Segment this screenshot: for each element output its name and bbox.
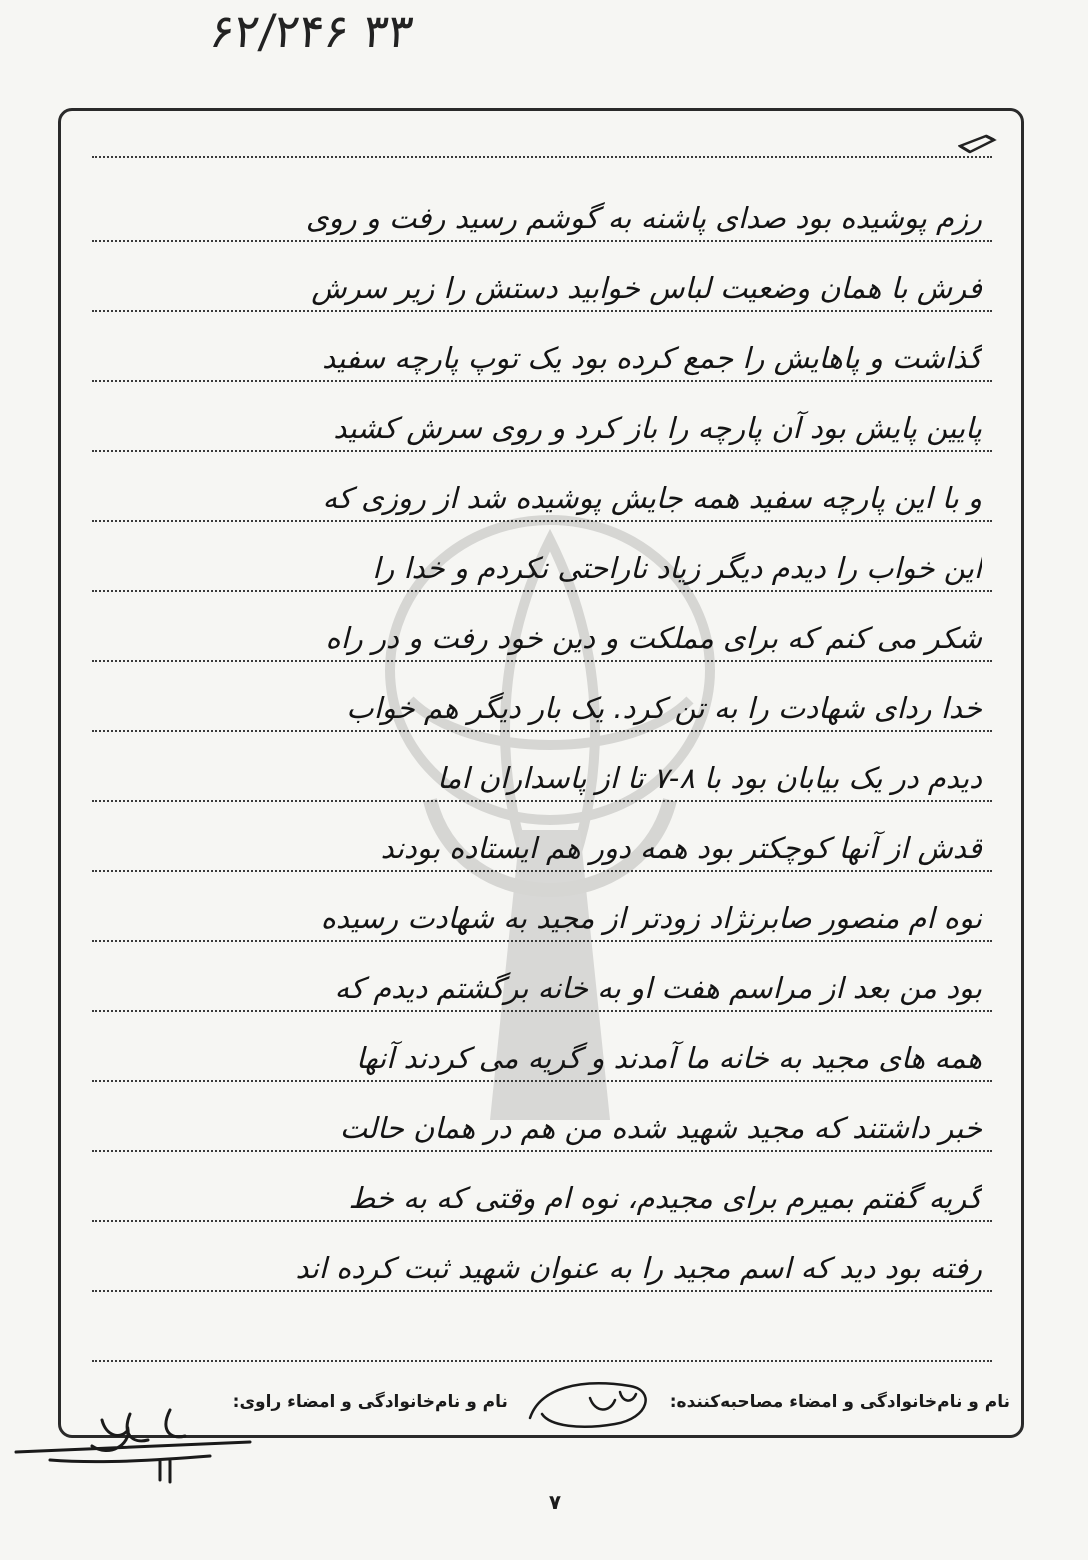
line-text: بود من بعد از مراسم هفت او به خانه برگشتم دیدم که (334, 971, 982, 1005)
interviewer-signature-icon (520, 1368, 660, 1448)
handwritten-line (92, 330, 992, 382)
line-text: رفته بود دید که اسم مجید را به عنوان شهید ثبت کرده اند (295, 1251, 982, 1285)
handwritten-line (92, 680, 992, 732)
handwritten-line (92, 1240, 992, 1292)
handwritten-line (92, 540, 992, 592)
handwritten-line (92, 1170, 992, 1222)
line-text: گریه گفتم بمیرم برای مجیدم، نوه ام وقتی که به خط (348, 1181, 982, 1215)
line-text: پایین پایش بود آن پارچه را باز کرد و روی سرش کشید (333, 411, 982, 445)
handwritten-line (92, 960, 992, 1012)
interviewer-label: نام و نام‌خانوادگی و امضاء مصاحبه‌کننده: (669, 1392, 1010, 1412)
line-text: همه های مجید به خانه ما آمدند و گریه می کردند آنها (355, 1041, 982, 1075)
handwritten-line (92, 470, 992, 522)
line-text: خدا ردای شهادت را به تن کرد. یک بار دیگر هم خواب (346, 691, 982, 725)
line-text: این خواب را دیدم دیگر زیاد ناراحتی نکردم و خدا را (372, 551, 982, 585)
line-text: خبر داشتند که مجید شهید شده من هم در همان حالت (339, 1111, 982, 1145)
page-number: ۷ (548, 1490, 562, 1514)
handwritten-line (92, 1100, 992, 1152)
handwritten-line (92, 190, 992, 242)
handwritten-line (92, 750, 992, 802)
line-text: دیدم در یک بیابان بود با ۸-۷ تا از پاسداران اما (437, 761, 982, 795)
line-text: گذاشت و پاهایش را جمع کرده بود یک توپ پارچه سفید (322, 341, 982, 375)
handwritten-line (92, 260, 992, 312)
handwritten-line (92, 1030, 992, 1082)
handwritten-line (92, 890, 992, 942)
narrator-label: نام و نام‌خانوادگی و امضاء راوی: (232, 1392, 508, 1412)
blank-ruled-line (92, 1310, 992, 1362)
handwritten-line (92, 820, 992, 872)
line-text: قدش از آنها کوچکتر بود همه دور هم ایستاده بودند (380, 831, 982, 865)
line-text: شکر می کنم که برای مملکت و دین خود رفت و در راه (325, 621, 982, 655)
archive-number: ۶۲/۲۴۶ ۳۳ (207, 4, 416, 58)
handwritten-line (92, 610, 992, 662)
line-text: و با این پارچه سفید همه جایش پوشیده شد از روزی که (322, 481, 982, 515)
line-text: رزم پوشیده بود صدای پاشنه به گوشم رسید رفت و روی (305, 201, 982, 235)
narrator-signature-icon (10, 1400, 260, 1490)
handwritten-line (92, 400, 992, 452)
blank-ruled-line (92, 106, 992, 158)
line-text: فرش با همان وضعیت لباس خوابید دستش را زیر سرش (311, 271, 982, 305)
line-text: نوه ام منصور صابرنژاد زودتر از مجید به شهادت رسیده (320, 901, 982, 935)
